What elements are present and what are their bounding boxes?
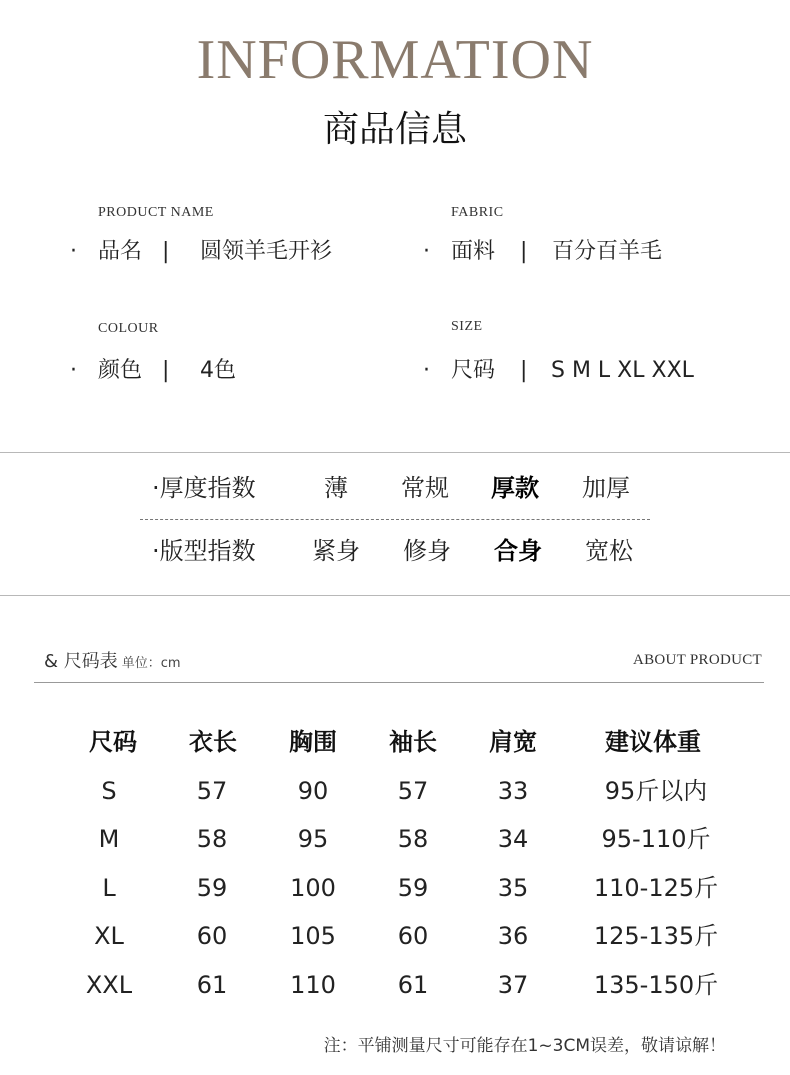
thickness-option-selected: 厚款 xyxy=(491,474,539,502)
table-cell: 33 xyxy=(497,776,529,805)
bullet-dot: · xyxy=(423,239,430,264)
table-cell: L xyxy=(102,873,116,902)
table-cell: 110-125斤 xyxy=(593,873,719,902)
column-header: 胸围 xyxy=(289,728,337,756)
table-cell: 90 xyxy=(297,776,329,805)
table-cell: 95斤以内 xyxy=(604,776,708,805)
table-cell: 95-110斤 xyxy=(601,825,711,853)
size-label: 尺码 xyxy=(451,358,496,383)
table-cell: 37 xyxy=(497,970,529,999)
table-row xyxy=(60,771,760,820)
thickness-index-row xyxy=(0,473,790,503)
table-cell: 135-150斤 xyxy=(593,970,719,999)
table-cell: 59 xyxy=(397,873,429,902)
table-cell: 57 xyxy=(397,776,429,805)
section-divider xyxy=(0,452,790,453)
size-table xyxy=(60,722,760,1013)
separator-bar: | xyxy=(162,239,170,264)
bullet-dot: · xyxy=(70,239,77,264)
separator-bar: | xyxy=(162,358,170,383)
fit-index-label: ·版型指数 xyxy=(152,537,256,565)
fit-index-row xyxy=(0,536,790,566)
size-table-rule xyxy=(34,682,764,683)
bullet-dot: · xyxy=(70,358,77,383)
column-header: 肩宽 xyxy=(489,728,537,756)
product-name-caption: PRODUCT NAME xyxy=(98,205,214,220)
product-name-label: 品名 xyxy=(98,239,143,264)
table-row xyxy=(60,868,760,917)
separator-bar: | xyxy=(520,358,528,383)
column-header: 尺码 xyxy=(89,728,137,756)
column-header: 建议体重 xyxy=(605,728,701,756)
fabric-value: 百分百羊毛 xyxy=(552,239,663,264)
table-cell: 61 xyxy=(397,970,429,999)
dashed-divider xyxy=(140,519,650,520)
size-table-title: & 尺码表 xyxy=(44,651,118,672)
table-cell: 59 xyxy=(196,873,228,902)
table-cell: 58 xyxy=(397,825,429,853)
size-table-heading xyxy=(44,650,181,676)
bullet-dot: · xyxy=(423,358,430,383)
table-cell: 35 xyxy=(497,873,529,902)
fabric-label: 面料 xyxy=(451,239,496,264)
table-cell: 125-135斤 xyxy=(593,922,719,950)
measurement-note: 注：平铺测量尺寸可能存在1~3CM误差，敬请谅解！ xyxy=(323,1036,726,1056)
table-cell: 105 xyxy=(290,922,336,950)
size-caption: SIZE xyxy=(451,319,483,334)
table-row xyxy=(60,916,760,965)
table-cell: 60 xyxy=(397,922,429,950)
page-subtitle: 商品信息 xyxy=(322,109,467,150)
table-cell: XL xyxy=(94,922,124,950)
fit-option-selected: 合身 xyxy=(494,537,542,565)
thickness-option: 加厚 xyxy=(582,474,630,502)
table-row xyxy=(60,819,760,868)
size-table-unit: 单位：cm xyxy=(121,656,181,671)
table-header-row xyxy=(60,722,760,771)
page-title: INFORMATION xyxy=(196,29,594,91)
table-cell: 57 xyxy=(196,776,228,805)
table-cell: 61 xyxy=(196,970,228,999)
fit-option: 修身 xyxy=(403,537,451,565)
thickness-option: 常规 xyxy=(401,474,449,502)
fabric-caption: FABRIC xyxy=(451,205,504,220)
table-cell: M xyxy=(98,825,120,853)
thickness-index-label: ·厚度指数 xyxy=(152,474,256,502)
about-product-caption: ABOUT PRODUCT xyxy=(632,652,762,668)
table-cell: 95 xyxy=(297,825,329,853)
section-divider xyxy=(0,595,790,596)
table-row xyxy=(60,965,760,1014)
thickness-option: 薄 xyxy=(324,474,348,502)
colour-label: 颜色 xyxy=(98,358,143,383)
column-header: 衣长 xyxy=(189,728,237,756)
product-name-value: 圆领羊毛开衫 xyxy=(200,239,333,264)
column-header: 袖长 xyxy=(389,728,437,756)
size-value: S M L XL XXL xyxy=(551,358,694,383)
separator-bar: | xyxy=(520,239,528,264)
table-cell: XXL xyxy=(85,970,133,999)
table-cell: 100 xyxy=(290,873,336,902)
table-cell: S xyxy=(101,776,117,805)
fit-option: 紧身 xyxy=(312,537,360,565)
colour-value: 4色 xyxy=(200,358,236,383)
table-cell: 36 xyxy=(497,922,529,950)
table-cell: 60 xyxy=(196,922,228,950)
table-cell: 110 xyxy=(290,970,336,999)
table-cell: 58 xyxy=(196,825,228,853)
colour-caption: COLOUR xyxy=(98,321,159,336)
table-cell: 34 xyxy=(497,825,529,853)
fit-option: 宽松 xyxy=(585,537,633,565)
